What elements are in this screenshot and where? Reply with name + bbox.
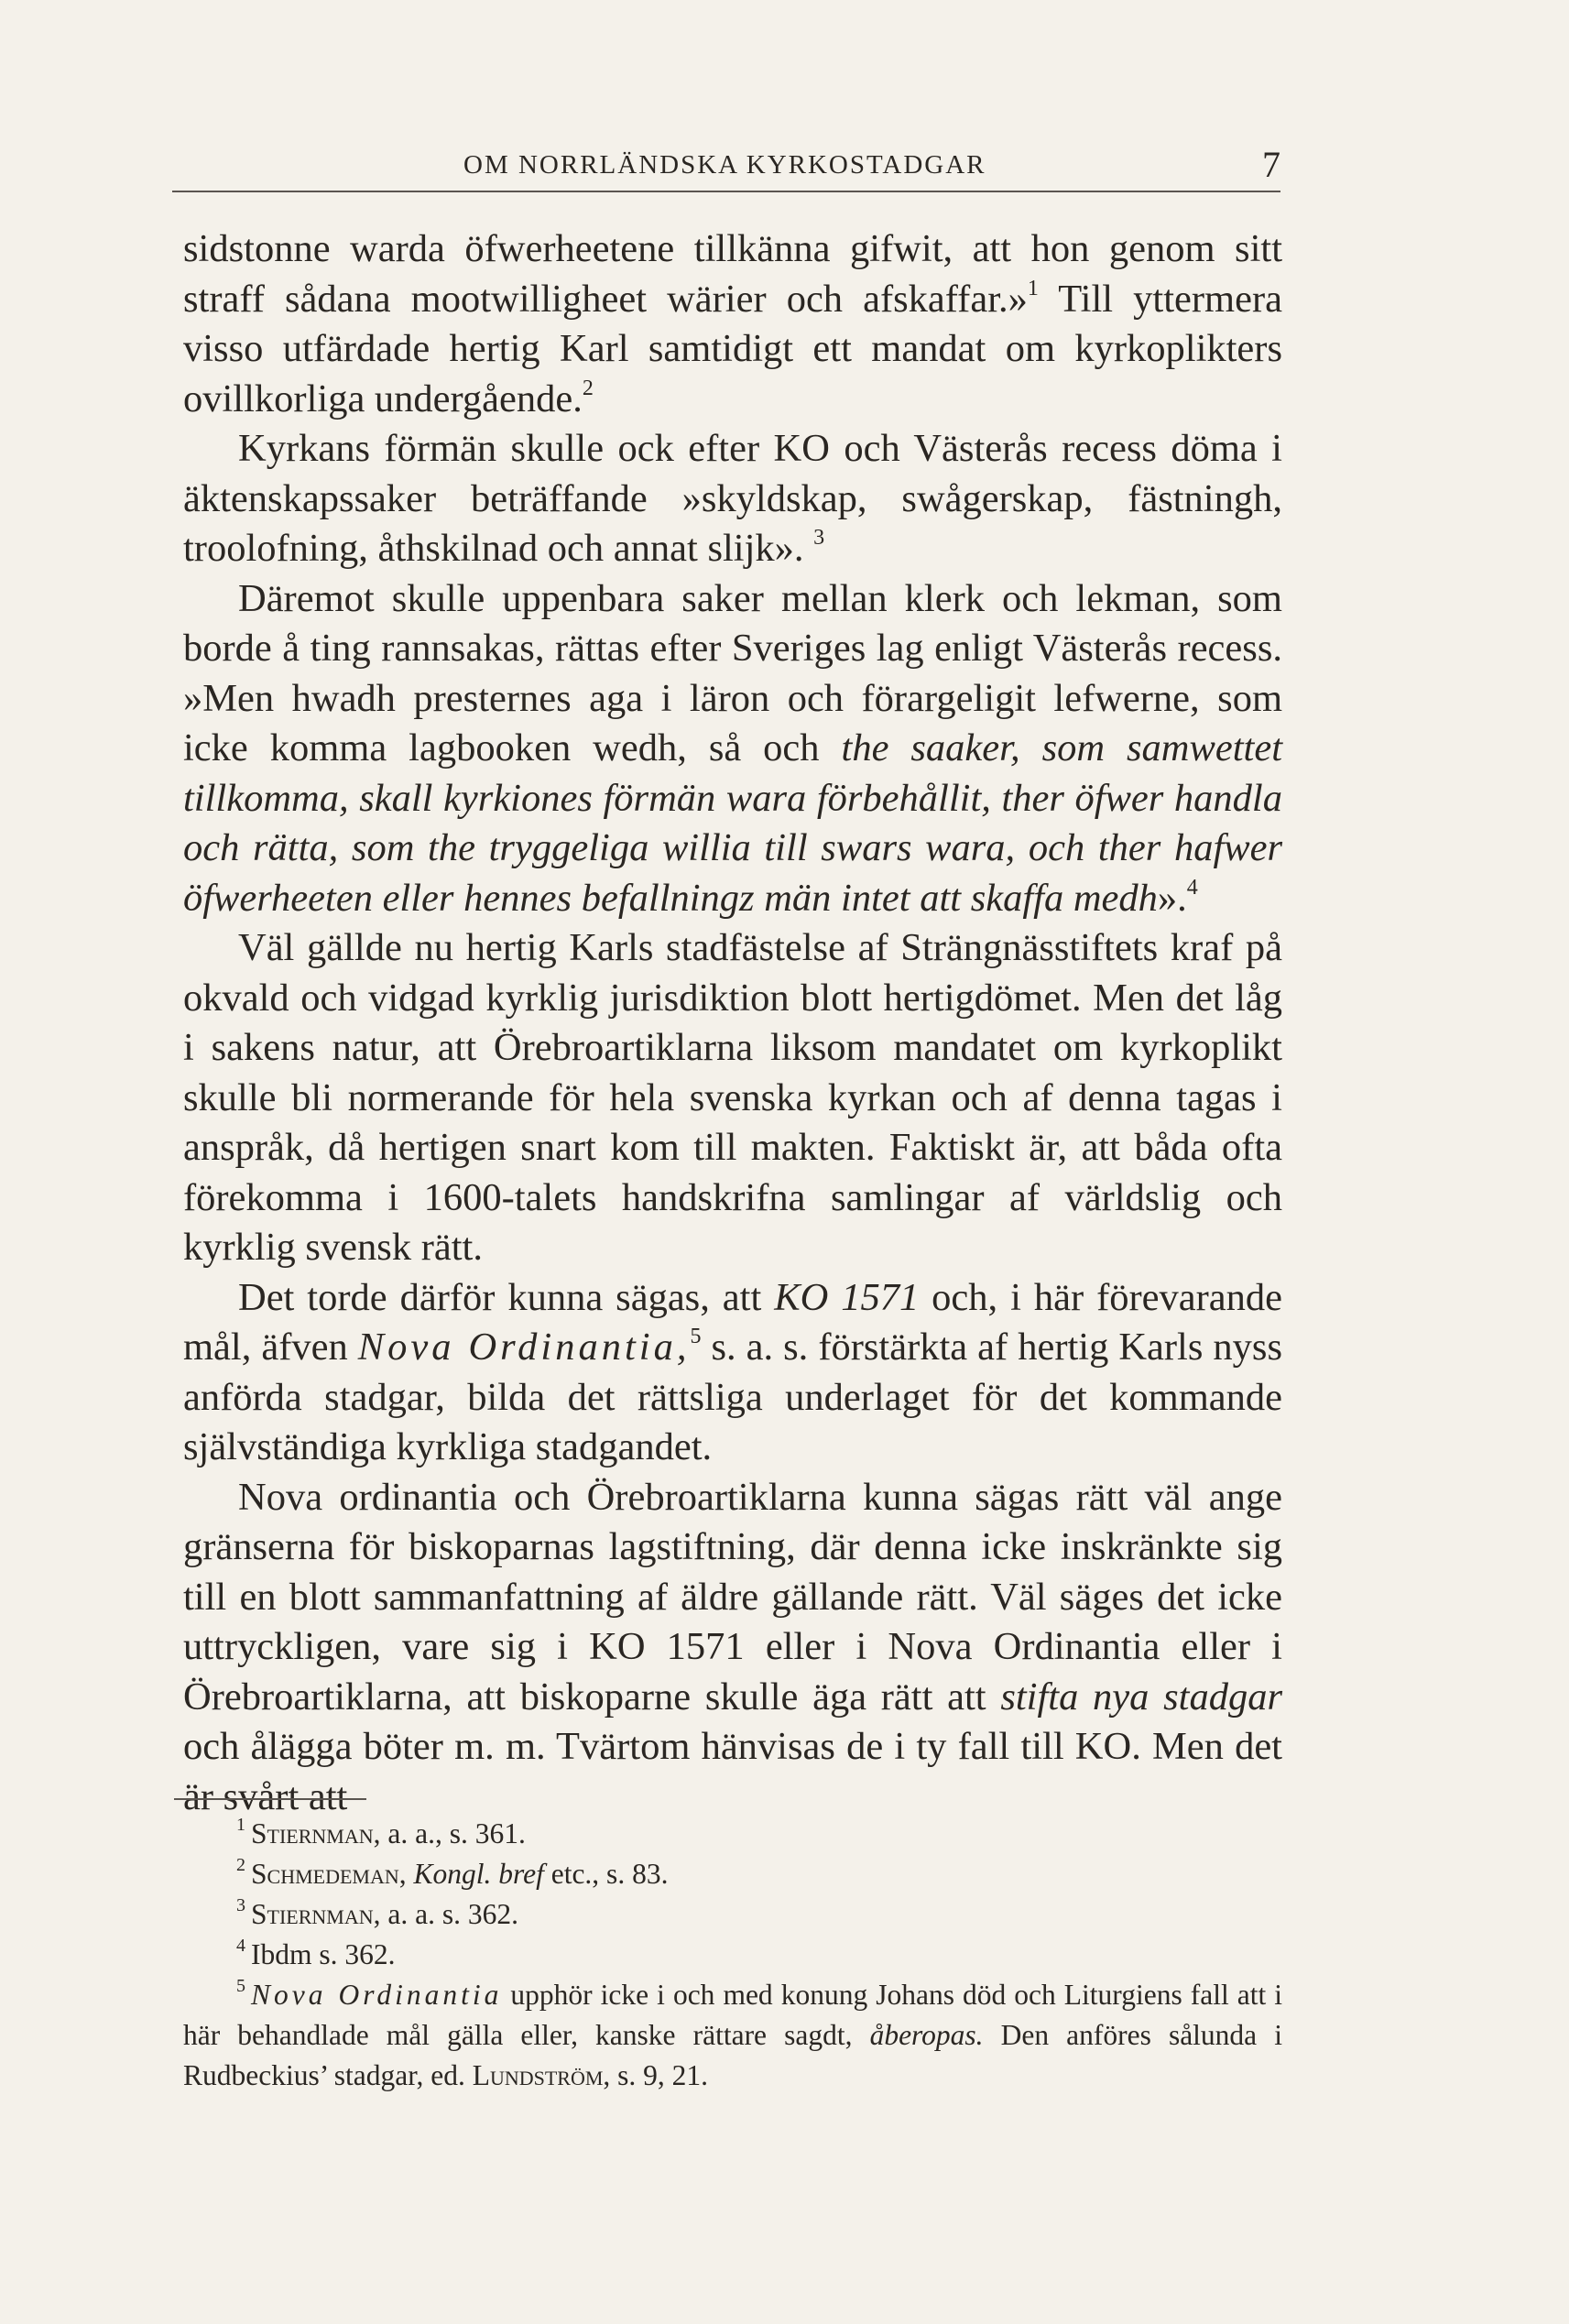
footnote (183, 1814, 1282, 1854)
paragraph (183, 1473, 1282, 1823)
footnote-author: Schmedeman (251, 1858, 399, 1890)
footnote-ref[interactable]: 2 (582, 376, 594, 400)
footnote-author: Stiernman (251, 1817, 374, 1849)
footnote-text: etc., s. 83. (543, 1858, 669, 1890)
text-run: och ålägga böter m. m. Tvärtom hänvisas de i ty fall till KO. Men det är svårt att (183, 1725, 1282, 1818)
text-run: Nova ordinantia och Örebroartiklarna kunna sägas rätt väl ange gränserna för biskoparnas lagstiftning, där denna icke inskränkte sig till en blott sammanfattning af äldre gällande rätt. Väl säges det icke uttryckligen, vare sig i KO 1571 eller i Nova Ordinantia eller i Örebroartiklarna, att biskoparne skulle äga rätt att (183, 1475, 1282, 1718)
paragraph (183, 424, 1282, 574)
footnote-number: 1 (236, 1815, 245, 1835)
paragraph (183, 1273, 1282, 1473)
footnote-number: 2 (236, 1855, 245, 1875)
text-run: s. a. s. förstärkta af hertig Karls nyss anförda stadgar, bilda det rättsliga underlaget för det kommande självständiga kyrkliga stadgandet. (183, 1326, 1282, 1468)
body-text (183, 224, 1282, 1822)
footnote-rule (174, 1798, 366, 1800)
page-number: 7 (1262, 144, 1280, 185)
footnote-text: , s. 9, 21. (603, 2059, 709, 2091)
footnotes (183, 1814, 1282, 2096)
footnote-text: , a. a., s. 361. (373, 1817, 526, 1849)
italic-quote: the saaker, som samwettet tillkomma, skall kyrkiones förmän wara förbehållit, ther öfwer handla och rätta, som the tryggeliga willia till swars wara, och ther hafwer öfwerheeten eller hennes befallningz män intet att skaffa medh (183, 726, 1282, 920)
footnote-text: , (398, 1858, 414, 1890)
paragraph (183, 224, 1282, 424)
text-run: Det torde därför kunna sägas, att (238, 1275, 775, 1319)
footnote-text: Ibdm s. 362. (251, 1938, 396, 1970)
footnote-author: Lundström (472, 2059, 604, 2091)
paragraph: Väl gällde nu hertig Karls stadfästelse af Strängnässtiftets kraf på okvald och vidgad kyrklig jurisdiktion blott hertigdömet. Men det låg i sakens natur, att Örebroartiklarna liksom mandatet om kyrkoplikt skulle bli normerande för hela svenska kyrkan och af denna tagas i anspråk, då hertigen snart kom till makten. Faktiskt är, att båda ofta förekomma i 1600-talets handskrifna samlingar af världslig och kyrklig svensk rätt. (183, 926, 1282, 1269)
footnote-text: , a. a. s. 362. (373, 1898, 518, 1930)
footnote-number: 5 (236, 1976, 245, 1996)
italic-ref: Nova Ordinantia, (357, 1326, 691, 1369)
footnote-number: 4 (236, 1936, 245, 1956)
footnote-number: 3 (236, 1895, 245, 1915)
footnote (183, 1854, 1282, 1894)
footnote (183, 1894, 1282, 1935)
footnote-ref[interactable]: 1 (1027, 276, 1039, 300)
paragraph (183, 574, 1282, 924)
text-run: Till yttermera visso utfärdade hertig Karl samtidigt ett mandat om kyrkoplikters ovillkorliga undergående. (183, 277, 1282, 420)
footnote-ref[interactable]: 4 (1186, 875, 1198, 900)
footnote (183, 1975, 1282, 2096)
footnote-author: Stiernman (251, 1898, 374, 1930)
footnote-text: upphör icke i och med konung Johans död och Liturgiens fall att i här behandlade mål gälla eller, kanske rättare sagdt, (183, 1979, 1282, 2051)
footnote-italic: åberopas. (869, 2019, 984, 2051)
italic-ref: KO 1571 (774, 1275, 920, 1319)
running-title: OM NORRLÄNDSKA KYRKOSTADGAR (463, 150, 986, 180)
text-run: sidstonne warda öfwerheetene tillkänna gifwit, att hon genom sitt straff sådana mootwilligheet wärier och afskaffar.» (183, 227, 1282, 321)
footnote-text: Den anföres sålunda i Rudbeckius’ stadgar, ed. (183, 2019, 1282, 2091)
footnote-ref[interactable]: 3 (813, 526, 825, 550)
header-rule (172, 191, 1280, 192)
text-run: och, i här förevarande mål, äfven (183, 1275, 1282, 1369)
text-run: Kyrkans förmän skulle ock efter KO och Västerås recess döma i äktenskapssaker beträffande »skyldskap, swågerskap, fästningh, troolofning, åthskilnad och annat slijk». (183, 427, 1282, 570)
text-run: Däremot skulle uppenbara saker mellan klerk och lekman, som borde å ting rannsakas, rättas efter Sveriges lag enligt Västerås recess. »Men hwadh presternes aga i läron och förargeligit lefwerne, som icke komma lagbooken wedh, så och (183, 576, 1282, 769)
text-run: ». (1157, 876, 1187, 920)
footnote-italic: Kongl. bref (413, 1858, 544, 1890)
footnote-ref[interactable]: 5 (690, 1325, 702, 1348)
italic-phrase: stifta nya stadgar (1000, 1675, 1282, 1718)
footnote-italic: Nova Ordinantia (251, 1979, 503, 2011)
footnote (183, 1935, 1282, 1975)
